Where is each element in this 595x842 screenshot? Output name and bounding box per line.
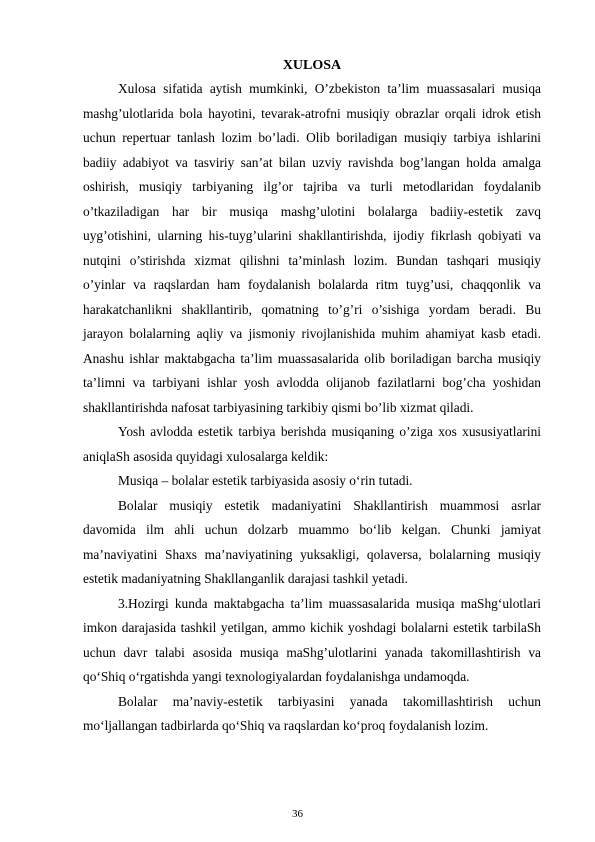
- paragraph-6: Bolalar ma’naviy-estetik tarbiyasini yanada takomillashtirish uchun mo‘ljallangan tadbirlarda qo‘Shiq va raqslardan ko‘proq foydalanish lozim.: [83, 693, 541, 733]
- page-number: 36: [292, 808, 303, 820]
- page-title: XULOSA: [282, 58, 342, 73]
- paragraph-3: Musiqa – bolalar estetik tarbiyasida asosiy o‘rin tutadi.: [118, 473, 413, 488]
- paragraph-1: Xulosa sifatida aytish mumkinki, O’zbekiston ta’lim muassasalari musiqa mashg’ulotlarida bola hayotini, tevarak-atrofni musiqiy obrazlar orqali idrok etish uchun repertuar tanlash lozim bo’ladi. Olib boriladigan musiqiy tarbiya ishlarini badiiy adabiyot va tasviriy san’at bilan uzviy ravishda bog’langan holda amalga oshirish, musiqiy tarbiyaning ilg’or tajriba va turli metodlaridan foydalanib o’tkaziladigan har bir musiqa mashg’ulotini bolalarga badiiy-estetik zavq uyg’otishini, ularning his-tuyg’ularini shakllantirishda, ijodiy fikrlash qobiyati va nutqini o’stirishda xizmat qilishni ta’minlash lozim. Bundan tashqari musiqiy o’yinlar va raqslardan ham foydalanish bolalarda ritm tuyg’usi, chaqqonlik va harakatchanlikni shakllantirib, qomatning to’g’ri o’sishiga yordam beradi. Bu jarayon bolalarning aqliy va jismoniy rivojlanishida muhim ahamiyat kasb etadi. Anashu ishlar maktabgacha ta’lim muassasalarida olib boriladigan barcha musiqiy ta’limni va tarbiyani ishlar yosh avlodda olijanob fazilatlarni bog’cha yoshidan shakllantirishda nafosat tarbiyasining tarkibiy qismi bo’lib xizmat qiladi.: [83, 81, 541, 415]
- paragraph-5: 3.Hozirgi kunda maktabgacha ta’lim muassasalarida musiqa maShg‘ulotlari imkon darajasida tashkil yetilgan, ammo kichik yoshdagi bolalarni estetik tarbilaSh uchun davr talabi asosida musiqa maShg’ulotlarini yanada takomillashtirish va qo‘Shiq o‘rgatishda yangi texnologiyalardan foydalanishga undamoqda.: [83, 595, 541, 684]
- paragraph-2: Yosh avlodda estetik tarbiya berishda musiqaning o’ziga xos xususiyatlarini aniqlaSh asosida quyidagi xulosalarga keldik:: [83, 424, 541, 464]
- paragraph-4: Bolalar musiqiy estetik madaniyatini Shakllantirish muammosi asrlar davomida ilm ahli uchun dolzarb muammo bo‘lib kelgan. Chunki jamiyat ma’naviyatini Shaxs ma’naviyatining yuksakligi, qolaversa, bolalarning musiqiy estetik madaniyatning Shakllanganlik darajasi tashkil yetadi.: [83, 497, 541, 586]
